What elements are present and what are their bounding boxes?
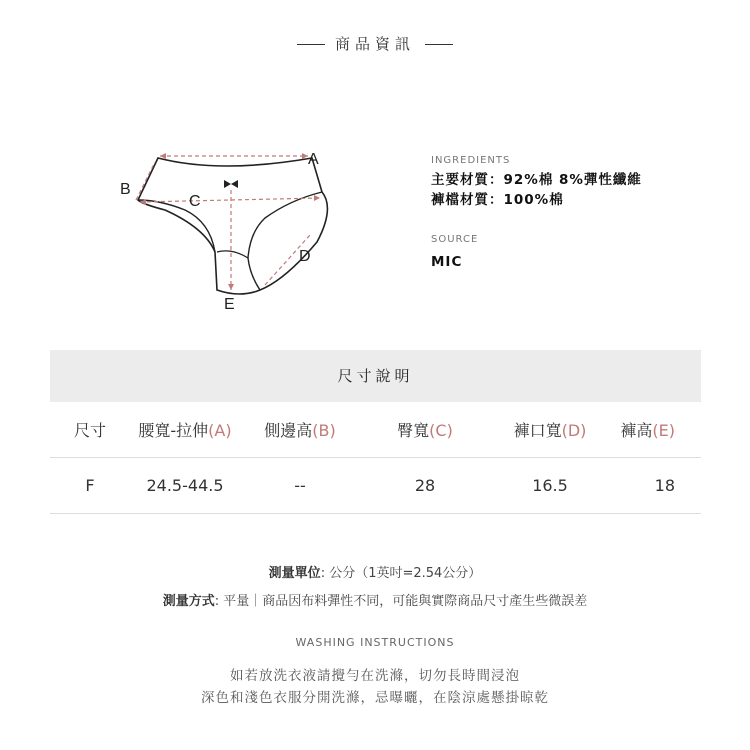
measure-method-note: 測量方式: 平量｜商品因布料彈性不同，可能與實際商品尺寸產生些微誤差: [162, 594, 588, 609]
size-section-title: 尺寸說明: [50, 350, 701, 402]
header-cell: 褲高(E): [620, 421, 675, 440]
source-value: MIC: [431, 254, 463, 270]
table-cell: 24.5-44.5: [146, 476, 224, 495]
measure-line-b: [136, 162, 155, 200]
label-b: B: [120, 181, 131, 198]
product-info: [431, 155, 731, 271]
table-cell: --: [294, 476, 306, 495]
source-caption: SOURCE: [431, 234, 479, 245]
size-table: [50, 402, 701, 514]
washing-line-2: 深色和淺色衣服分開洗滌，忌曝曬，在陰涼處懸掛晾乾: [201, 690, 549, 706]
washing-line-1: 如若放洗衣液請攪勻在洗滌，切勿長時間浸泡: [230, 668, 520, 684]
ingredients-caption: INGREDIENTS: [431, 155, 511, 166]
section-header: [0, 33, 750, 54]
washing-caption: WASHING INSTRUCTIONS: [295, 636, 455, 649]
label-c: C: [189, 193, 201, 210]
header-rule-right: [425, 44, 453, 45]
header-rule-left: [297, 44, 325, 45]
briefs-inner-left: [138, 200, 215, 252]
header-cell: 腰寬-拉伸(A): [138, 421, 232, 440]
material-crotch: 褲檔材質：100%棉: [431, 192, 564, 208]
header-cell: 尺寸: [73, 421, 106, 440]
label-e: E: [224, 296, 235, 313]
material-main: 主要材質：92%棉 8%彈性纖維: [431, 172, 642, 188]
briefs-crotch: [217, 251, 248, 258]
size-table-header: [50, 402, 701, 458]
label-a: A: [308, 151, 319, 168]
measure-unit-note: 測量單位: 公分（1英吋=2.54公分）: [268, 566, 482, 581]
label-d: D: [299, 248, 311, 265]
header-cell: 側邊高(B): [264, 421, 336, 440]
table-cell: 28: [414, 476, 436, 495]
table-cell: 18: [654, 476, 675, 495]
table-cell: 16.5: [532, 476, 568, 495]
section-title: 商品資訊: [334, 35, 415, 53]
header-cell: 臀寬(C): [397, 421, 453, 440]
briefs-diagram: [100, 140, 340, 320]
table-row: [50, 458, 701, 514]
header-cell: 褲口寬(D): [513, 421, 587, 440]
briefs-outline: [138, 158, 327, 294]
bow-icon: [224, 180, 238, 188]
table-cell: F: [85, 476, 95, 495]
